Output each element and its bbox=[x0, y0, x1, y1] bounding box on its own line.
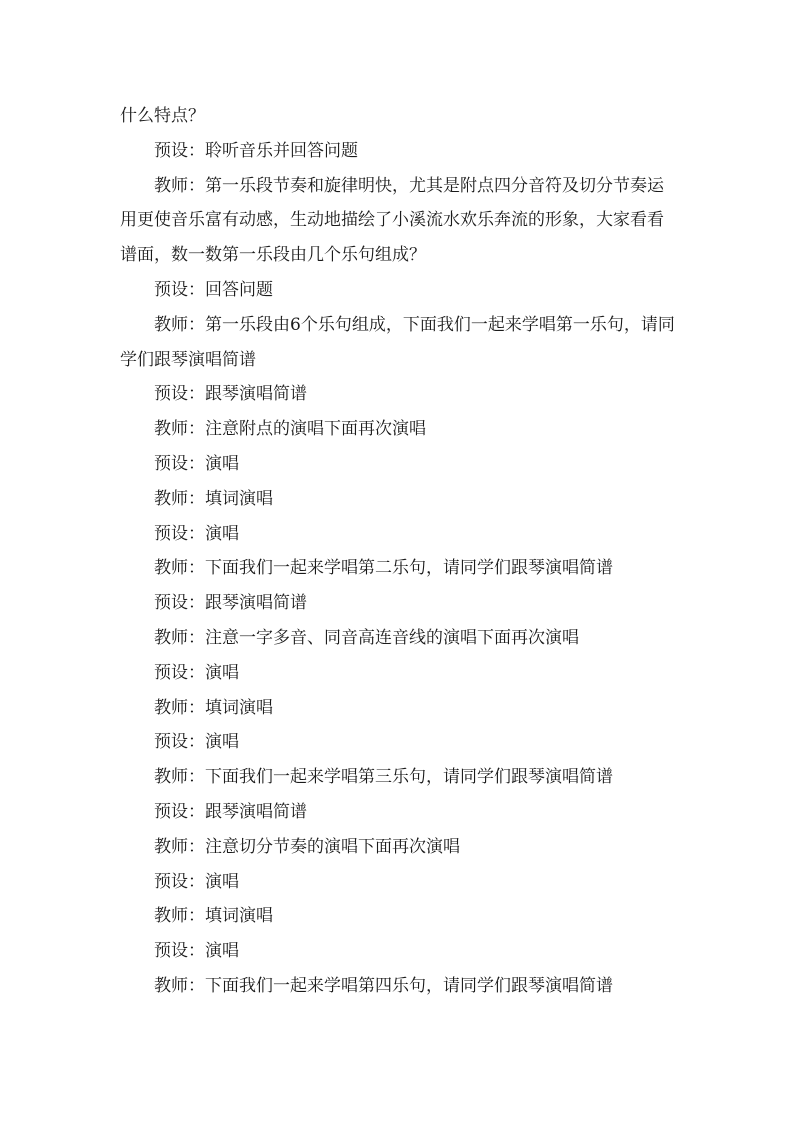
paragraph: 教师：注意附点的演唱下面再次演唱 bbox=[154, 419, 426, 440]
paragraph: 什么特点？ bbox=[120, 106, 205, 126]
paragraph: 教师：填词演唱 bbox=[154, 697, 273, 718]
paragraph: 教师：下面我们一起来学唱第二乐句，请同学们跟琴演唱简谱 bbox=[154, 558, 613, 579]
paragraph: 预设：聆听音乐并回答问题 bbox=[154, 140, 358, 161]
paragraph: 教师：第一乐段由6个乐句组成，下面我们一起来学唱第一乐句，请同学们跟琴演唱简谱 bbox=[120, 314, 675, 370]
paragraph: 教师：下面我们一起来学唱第四乐句，请同学们跟琴演唱简谱 bbox=[154, 975, 613, 996]
document-body bbox=[120, 99, 680, 1004]
paragraph: 教师：第一乐段节奏和旋律明快，尤其是附点四分音符及切分节奏运用更使音乐富有动感，生动地描绘了小溪流水欢乐奔流的形象，大家看看谱面，数一数第一乐段由几个乐句组成？ bbox=[120, 175, 664, 266]
paragraph: 教师：注意一字多音、同音高连音线的演唱下面再次演唱 bbox=[154, 627, 579, 648]
paragraph: 预设：演唱 bbox=[154, 941, 239, 962]
paragraph: 预设：回答问题 bbox=[154, 279, 273, 300]
paragraph: 教师：下面我们一起来学唱第三乐句，请同学们跟琴演唱简谱 bbox=[154, 767, 613, 788]
paragraph: 教师：填词演唱 bbox=[154, 488, 273, 509]
paragraph: 预设：跟琴演唱简谱 bbox=[154, 801, 307, 822]
paragraph: 教师：填词演唱 bbox=[154, 906, 273, 927]
paragraph: 教师：注意切分节奏的演唱下面再次演唱 bbox=[154, 836, 460, 857]
paragraph: 预设：演唱 bbox=[154, 662, 239, 683]
paragraph: 预设：演唱 bbox=[154, 523, 239, 544]
paragraph: 预设：跟琴演唱简谱 bbox=[154, 593, 307, 614]
paragraph: 预设：演唱 bbox=[154, 453, 239, 474]
paragraph: 预设：跟琴演唱简谱 bbox=[154, 384, 307, 405]
paragraph: 预设：演唱 bbox=[154, 732, 239, 753]
paragraph: 预设：演唱 bbox=[154, 871, 239, 892]
